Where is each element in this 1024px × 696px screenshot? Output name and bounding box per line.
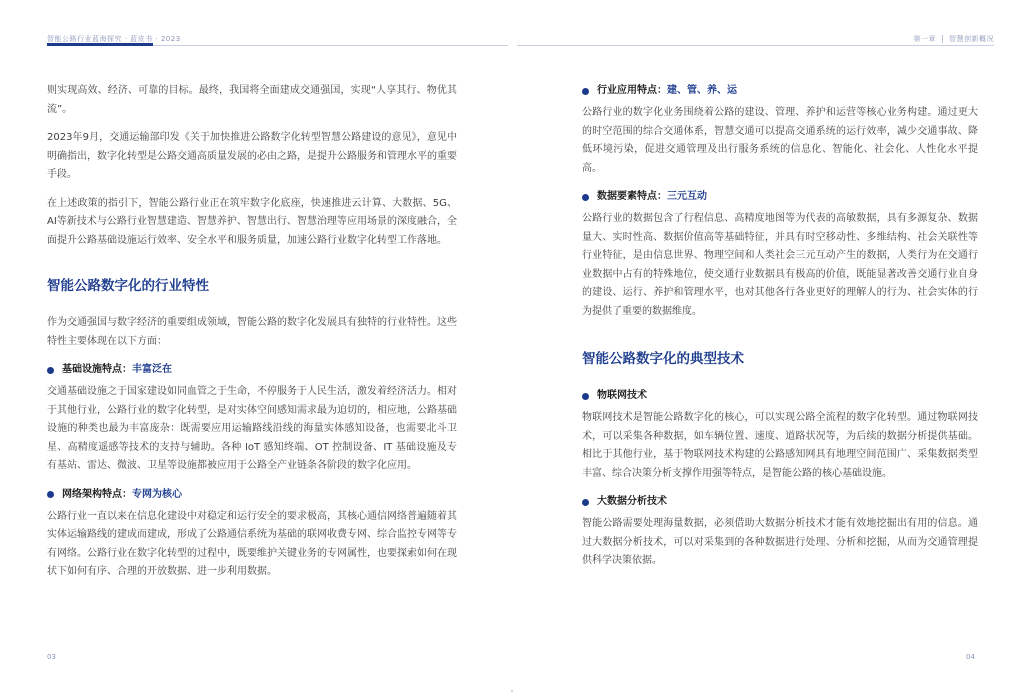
paragraph: 则实现高效、经济、可靠的目标。最终，我国将全面建成交通强国，实现“人享其行、物优其流”。 bbox=[47, 85, 457, 115]
header-section-name: 智慧创新概况 bbox=[949, 35, 994, 43]
paragraph: 公路行业的数字化业务围绕着公路的建设、管理、养护和运营等核心业务构建。通过更大的时空范围的综合交通体系，智慧交通可以提高交通系统的运行效率，减少交通事故、降低环境污染，促进交通管理及出行服务系统的信息化、智能化、社会化、人性化水平提高。 bbox=[582, 107, 978, 174]
right-page-column bbox=[582, 82, 978, 581]
bullet-heading bbox=[582, 188, 978, 206]
bullet-dot-icon bbox=[582, 194, 589, 201]
bullet-heading bbox=[582, 82, 978, 100]
bullet-dot-icon bbox=[582, 393, 589, 400]
header-chapter: 第一章 bbox=[913, 35, 936, 43]
bullet-heading bbox=[47, 361, 457, 379]
bullet-subtitle: 丰富泛在 bbox=[132, 364, 172, 375]
paragraph: 公路行业一直以来在信息化建设中对稳定和运行安全的要求极高，其核心通信网络普遍随着其实体运输路线的建成而建成，形成了公路通信系统为基础的联网收费专网、综合监控专网等专有网络。公路行业在数字化转型的过程中，既要维护关键业务的专网属性，也要探索如何在现状下如何有序、合理的开放数据、进一步利用数据。 bbox=[47, 510, 457, 577]
header-right bbox=[914, 34, 995, 44]
paragraph: 在上述政策的指引下，智能公路行业正在筑牢数字化底座，快速推进云计算、大数据、5G、AI等新技术与公路行业智慧建造、智慧养护、智慧出行、智慧治理等应用场景的深度融合，全面提升公路基础设施运行效率、安全水平和服务质量，加速公路行业数字化转型工作落地。 bbox=[47, 197, 457, 246]
section-heading: 智能公路数字化的行业特性 bbox=[47, 278, 209, 294]
bullet-subtitle: 建、管、养、运 bbox=[667, 85, 737, 96]
bullet-heading bbox=[47, 486, 457, 504]
bullet-dot-icon bbox=[47, 367, 54, 374]
bullet-title: 行业应用特点： bbox=[597, 85, 667, 96]
header-left-title: 智能公路行业蓝海探究 · 蓝皮书 · 2023 bbox=[47, 35, 181, 43]
bullet-subtitle: 三元互动 bbox=[667, 191, 707, 202]
bullet-dot-icon bbox=[47, 491, 54, 498]
header-rule-right bbox=[517, 45, 994, 46]
header-accent-bar bbox=[47, 43, 153, 46]
gutter-dot bbox=[511, 690, 513, 692]
paragraph: 智能公路需要处理海量数据，必须借助大数据分析技术才能有效地挖掘出有用的信息。通过大数据分析技术，可以对采集到的各种数据进行处理、分析和挖掘，从而为交通管理提供科学决策依据。 bbox=[582, 518, 978, 566]
paragraph: 交通基础设施之于国家建设如同血管之于生命，不停服务于人民生活，激发着经济活力。相对于其他行业，公路行业的数字化转型，是对实体空间感知需求最为迫切的，相应地，公路基础设施的种类也最为丰富庞杂：既需要应用运输路线沿线的海量实体感知设备，也需要北斗卫星、高精度遥感等技术的支持与辅助。各种 IoT 感知终端、OT 控制设备、IT 基础设施及专有基站、雷达、微波、卫星等设施都被应用于公路全产业链条各阶段的数字化应用。 bbox=[47, 386, 457, 471]
bullet-title: 网络架构特点： bbox=[62, 488, 132, 500]
bullet-title: 物联网技术 bbox=[597, 390, 647, 401]
header-divider bbox=[942, 35, 943, 43]
bullet-title: 基础设施特点： bbox=[62, 364, 132, 375]
bullet-heading bbox=[582, 387, 978, 405]
paragraph: 作为交通强国与数字经济的重要组成领域，智能公路的数字化发展具有独特的行业特性。这些特性主要体现在以下方面： bbox=[47, 317, 457, 347]
paragraph: 公路行业的数据包含了行程信息、高精度地图等为代表的高敏数据，具有多源复杂、数据量大、实时性高、数据价值高等基础特征，并具有时空移动性、多维结构、社会关联性等行业特征，是由信息世界、物理空间和人类社会三元互动产生的数据，人类行为在交通行业数据中占有的特殊地位，使交通行业数据具有极高的价值，既能显著改善交通行业自身的建设、运行、养护和管理水平，也对其他各行各业更好的理解人的行为、社会实体的行为提供了重要的数据维度。 bbox=[582, 213, 978, 317]
bullet-title: 大数据分析技术 bbox=[597, 496, 667, 507]
bullet-subtitle: 专网为核心 bbox=[132, 488, 182, 500]
page-number-right: 04 bbox=[966, 653, 975, 661]
left-page-column bbox=[47, 82, 457, 592]
bullet-heading bbox=[582, 493, 978, 511]
paragraph: 2023年9月，交通运输部印发《关于加快推进公路数字化转型智慧公路建设的意见》，意见中明确指出，数字化转型是公路交通高质量发展的必由之路，是提升公路服务和管理水平的重要手段。 bbox=[47, 132, 457, 180]
bullet-dot-icon bbox=[582, 88, 589, 95]
paragraph: 物联网技术是智能公路数字化的核心，可以实现公路全流程的数字化转型。通过物联网技术，可以采集各种数据，如车辆位置、速度、道路状况等，为后续的数据分析提供基础。相比于其他行业，基于物联网技术构建的公路感知网具有地理空间范围广、采集数据类型丰富、综合决策分析支撑作用强等特点，是智能公路的核心基础设施。 bbox=[582, 412, 978, 479]
bullet-dot-icon bbox=[582, 499, 589, 506]
page-number-left: 03 bbox=[47, 653, 56, 661]
bullet-title: 数据要素特点： bbox=[597, 191, 667, 202]
section-heading: 智能公路数字化的典型技术 bbox=[582, 351, 744, 367]
